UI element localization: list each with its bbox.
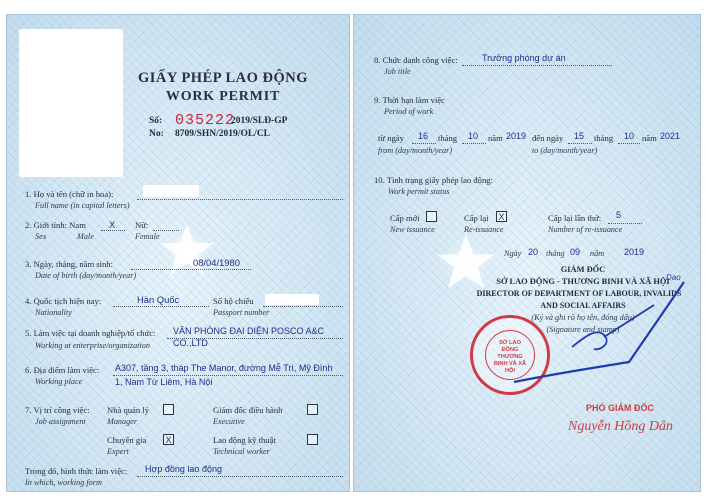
field-3-label: 3. Ngày, tháng, năm sinh:: [25, 259, 113, 269]
to-english: to (day/month/year): [532, 146, 598, 155]
female-line: [153, 230, 179, 231]
field-1-line: [137, 199, 343, 200]
working-form-line: [137, 476, 343, 477]
working-form-value: Hợp đồng lao động: [145, 464, 222, 474]
handwritten-signature: [504, 277, 694, 407]
handwritten-note: Dao: [666, 273, 681, 282]
reissue-count-english: Number of re-issuance: [548, 225, 623, 234]
reissue-checkbox[interactable]: X: [496, 211, 507, 222]
date-year: 2019: [624, 247, 645, 257]
field-5-label: 5. Làm việc tại doanh nghiệp/tổ chức:: [25, 328, 156, 338]
female-english: Female: [135, 232, 160, 241]
field-5-english: Working at enterprise/organization: [35, 341, 150, 350]
technical-english: Technical worker: [213, 447, 270, 456]
male-mark: X: [109, 219, 116, 230]
manager-label: Nhà quản lý: [107, 405, 150, 415]
passport-redaction: [265, 294, 319, 305]
passport-line: [263, 306, 343, 307]
reissue-count: 5: [616, 210, 622, 220]
director-checkbox[interactable]: [307, 404, 318, 415]
passport-label: Số hộ chiếu: [213, 296, 254, 306]
field-4-english: Nationality: [35, 308, 72, 317]
signatory-department-vn: SỞ LAO ĐỘNG - THƯƠNG BINH VÀ XÃ HỘI: [496, 277, 670, 286]
to-thang: tháng: [594, 133, 614, 143]
technical-checkbox[interactable]: [307, 434, 318, 445]
field-7-english: Job assignment: [35, 417, 86, 426]
director-english: Executive: [213, 417, 245, 426]
director-label: Giám đốc điều hành: [213, 405, 283, 415]
date-of-birth: 08/04/1980: [193, 257, 240, 268]
permit-left-page: [6, 14, 350, 492]
serial-suffix: 2019/SLĐ-GP: [231, 116, 288, 126]
to-month-line: [618, 143, 640, 144]
male-line: [101, 230, 125, 231]
name-redaction: [143, 185, 199, 197]
address-line-2: 1, Nam Từ Liêm, Hà Nội: [115, 377, 213, 387]
reissue-english: Re-issuance: [464, 225, 504, 234]
signatory-department-en-1: DIRECTOR OF DEPARTMENT OF LABOUR, INVALIDS: [476, 289, 682, 298]
title-vietnamese: GIẤY PHÉP LAO ĐỘNG: [138, 70, 308, 86]
from-month: 10: [468, 131, 479, 141]
dob-line: [131, 269, 251, 270]
to-label: đến ngày: [532, 133, 564, 143]
technical-label: Lao động kỹ thuật: [213, 435, 276, 445]
field-10-english: Work permit status: [388, 187, 450, 196]
job-title-value: Trưởng phòng dự án: [482, 53, 566, 63]
to-year: 2021: [660, 131, 681, 141]
sex-english: Sex: [35, 232, 47, 241]
serial-number: 035222: [175, 112, 236, 129]
nationality-value: Hàn Quốc: [137, 294, 180, 305]
number-label-vn: Số:: [149, 116, 163, 126]
to-day-line: [568, 143, 592, 144]
field-7-label: 7. Vị trí công việc:: [25, 405, 90, 415]
new-issuance-label: Cấp mới: [390, 213, 420, 223]
field-3-english: Date of birth (day/month/year): [35, 271, 137, 280]
nationality-line: [113, 306, 209, 307]
field-6-english: Working place: [35, 377, 83, 386]
deputy-director-name: Nguyễn Hồng Dân: [568, 419, 673, 434]
signatory-title: GIÁM ĐỐC: [560, 265, 606, 274]
working-form-label: Trong đó, hình thức làm việc:: [25, 466, 128, 476]
permit-reference: 8709/SHN/2019/OL/CL: [175, 129, 271, 139]
from-year: 2019: [506, 131, 527, 141]
reissue-label: Cấp lại: [464, 213, 489, 223]
photo-redaction: [19, 29, 123, 177]
number-label-en: No:: [149, 129, 164, 139]
field-4-label: 4. Quốc tịch hiện nay:: [25, 296, 102, 306]
to-nam: năm: [642, 133, 657, 143]
job-title-line: [462, 65, 612, 66]
expert-checkbox[interactable]: X: [163, 434, 174, 445]
manager-checkbox[interactable]: [163, 404, 174, 415]
reissue-count-label: Cấp lại lần thứ:: [548, 213, 602, 223]
field-8-english: Job title: [384, 67, 411, 76]
signature-note-en: (Signature and stamp): [546, 325, 620, 334]
manager-english: Manager: [107, 417, 138, 426]
date-month: 09: [570, 247, 581, 257]
field-9-label: 9. Thời hạn làm việc: [374, 95, 445, 105]
working-form-english: In which, working form: [25, 478, 102, 487]
expert-english: Expert: [107, 447, 129, 456]
field-9-english: Period of work: [384, 107, 434, 116]
from-english: from (day/month/year): [378, 146, 453, 155]
date-thang: tháng: [546, 249, 565, 258]
signature-note-vn: (Ký và ghi rõ họ tên, đóng dấu): [531, 313, 635, 322]
field-2-label: 2. Giới tính: Nam: [25, 220, 86, 230]
from-day-line: [412, 143, 436, 144]
deputy-director-title: PHÓ GIÁM ĐỐC: [586, 403, 655, 413]
address-line: [113, 375, 343, 376]
from-day: 16: [418, 131, 429, 141]
signatory-department-en-2: AND SOCIAL AFFAIRS: [540, 301, 626, 310]
field-10-label: 10. Tình trạng giấy phép lao động:: [374, 175, 493, 185]
reissue-count-line: [608, 223, 642, 224]
date-ngay: Ngày: [504, 249, 522, 258]
male-english: Male: [77, 232, 94, 241]
from-nam: năm: [488, 133, 503, 143]
to-day: 15: [574, 131, 585, 141]
from-label: từ ngày: [378, 133, 404, 143]
date-nam: năm: [590, 249, 605, 258]
to-month: 10: [624, 131, 635, 141]
field-1-label: 1. Họ và tên (chữ in hoa):: [25, 189, 114, 199]
passport-english: Passport number: [213, 308, 270, 317]
title-english: WORK PERMIT: [165, 89, 281, 104]
field-1-english: Full name (in capital letters): [35, 201, 130, 210]
new-issuance-checkbox[interactable]: [426, 211, 437, 222]
employer-line-1: VĂN PHÒNG ĐẠI DIỆN POSCO A&C: [173, 326, 325, 336]
employer-line-2: CO.,LTD: [173, 338, 208, 348]
address-line-1: A307, tầng 3, tháp The Manor, đường Mễ Trì, Mỹ Đình: [115, 363, 333, 373]
watermark-star-icon: [157, 220, 217, 280]
field-6-label: 6. Địa điểm làm việc:: [25, 365, 100, 375]
permit-right-page: [353, 14, 701, 492]
date-day: 20: [528, 247, 539, 257]
new-issuance-english: New issuance: [390, 225, 435, 234]
stamp-center-text: SỞ LAO ĐỘNG THƯƠNG BINH VÀ XÃ HỘI: [493, 340, 527, 374]
field-8-label: 8. Chức danh công việc:: [374, 55, 458, 65]
from-month-line: [462, 143, 486, 144]
female-label: Nữ:: [135, 220, 149, 230]
expert-label: Chuyên gia: [107, 435, 147, 445]
from-thang: tháng: [438, 133, 458, 143]
